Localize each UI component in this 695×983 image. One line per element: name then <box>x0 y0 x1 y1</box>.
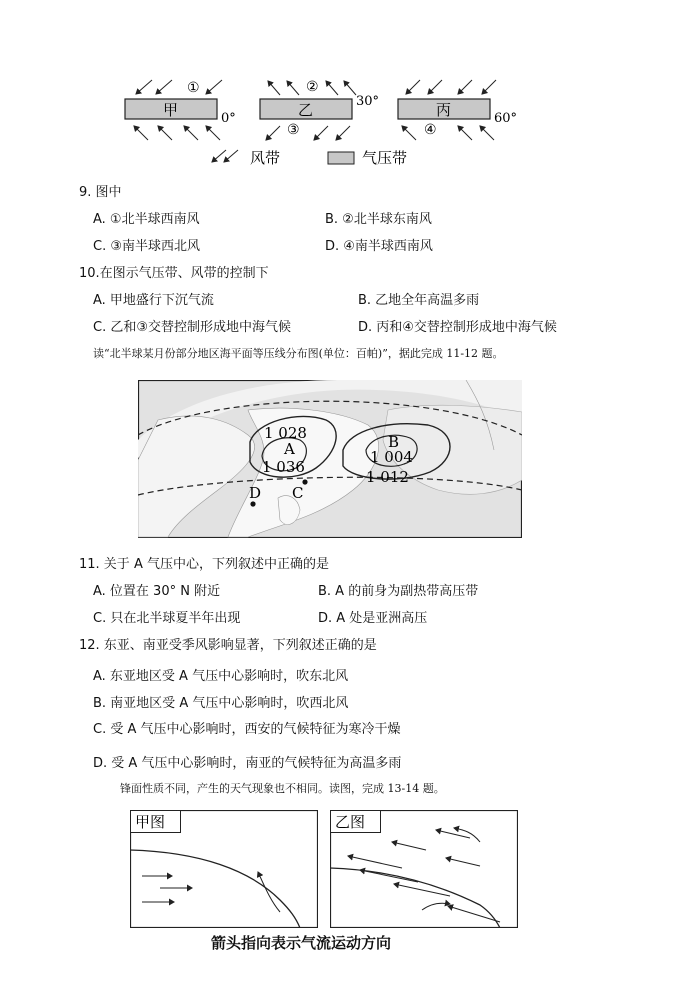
wind-arrows-above-bing <box>406 80 496 94</box>
question-9: 9. 图中 <box>79 185 122 200</box>
intro-11-12: 读“北半球某月份部分地区海平面等压线分布图(单位：百帕)”，据此完成 11-12 题。 <box>93 347 504 360</box>
q9-option-b[interactable]: B. ②北半球东南风 <box>325 212 432 227</box>
lat-label-0: 0° <box>221 111 236 126</box>
belt-label-bing: 丙 <box>436 101 452 119</box>
point-label-d: D <box>249 484 262 502</box>
center-label-b: B <box>388 433 400 451</box>
q12-option-b[interactable]: B. 南亚地区受 A 气压中心影响时，吹西北风 <box>93 696 349 711</box>
question-12: 12. 东亚、南亚受季风影响显著，下列叙述正确的是 <box>79 638 377 653</box>
point-label-c: C <box>292 484 304 502</box>
isobar-label-1004: 1 004 <box>370 448 413 466</box>
front-figure-caption: 箭头指向表示气流运动方向 <box>211 934 392 952</box>
question-10: 10.在图示气压带、风带的控制下 <box>79 266 269 281</box>
wind-marker-1: ① <box>187 80 200 96</box>
wind-arrows-below-jia <box>134 126 220 140</box>
isobar-label-1036: 1 036 <box>262 458 305 476</box>
intro-13-14: 锋面性质不同，产生的天气现象也不相同。读图，完成 13-14 题。 <box>120 782 445 795</box>
q12-option-c[interactable]: C. 受 A 气压中心影响时，西安的气候特征为寒冷干燥 <box>93 722 401 737</box>
q10-option-b[interactable]: B. 乙地全年高温多雨 <box>358 293 480 308</box>
wind-arrows-3 <box>266 126 350 140</box>
legend-pressure-swatch <box>328 152 354 164</box>
q10-option-d[interactable]: D. 丙和④交替控制形成地中海气候 <box>358 320 557 335</box>
panel-label-yi: 乙图 <box>335 813 366 831</box>
front-figure-yi <box>330 810 518 928</box>
belt-label-jia: 甲 <box>163 101 179 119</box>
isobar-label-1012: 1 012 <box>366 468 409 486</box>
q11-option-c[interactable]: C. 只在北半球夏半年出现 <box>93 611 241 626</box>
legend-wind-label: 风带 <box>250 149 281 167</box>
pressure-wind-belt-figure <box>100 70 550 175</box>
lat-label-60: 60° <box>494 111 518 126</box>
front-figure-jia <box>130 810 318 928</box>
center-label-a: A <box>284 440 295 458</box>
legend-pressure-label: 气压带 <box>362 149 408 167</box>
lat-label-30: 30° <box>356 94 380 109</box>
q12-option-a[interactable]: A. 东亚地区受 A 气压中心影响时，吹东北风 <box>93 669 349 684</box>
q9-option-c[interactable]: C. ③南半球西北风 <box>93 239 200 254</box>
isobar-map <box>138 380 522 538</box>
q10-option-a[interactable]: A. 甲地盛行下沉气流 <box>93 293 214 308</box>
isobar-label-1028: 1 028 <box>264 424 307 442</box>
wind-marker-2: ② <box>306 79 319 95</box>
wind-marker-4: ④ <box>424 122 437 138</box>
wind-marker-3: ③ <box>287 122 300 138</box>
q11-option-b[interactable]: B. A 的前身为副热带高压带 <box>318 584 479 599</box>
wind-arrows-4 <box>402 126 494 140</box>
panel-label-jia: 甲图 <box>135 813 166 831</box>
q11-option-a[interactable]: A. 位置在 30° N 附近 <box>93 584 221 599</box>
q11-option-d[interactable]: D. A 处是亚洲高压 <box>318 611 428 626</box>
wind-arrows-1 <box>136 80 222 94</box>
question-11: 11. 关于 A 气压中心，下列叙述中正确的是 <box>79 557 329 572</box>
q10-option-c[interactable]: C. 乙和③交替控制形成地中海气候 <box>93 320 291 335</box>
q9-option-d[interactable]: D. ④南半球西南风 <box>325 239 433 254</box>
q12-option-d[interactable]: D. 受 A 气压中心影响时，南亚的气候特征为高温多雨 <box>93 756 402 771</box>
belt-label-yi: 乙 <box>298 101 314 119</box>
q9-option-a[interactable]: A. ①北半球西南风 <box>93 212 200 227</box>
legend-wind-icon <box>212 150 238 162</box>
